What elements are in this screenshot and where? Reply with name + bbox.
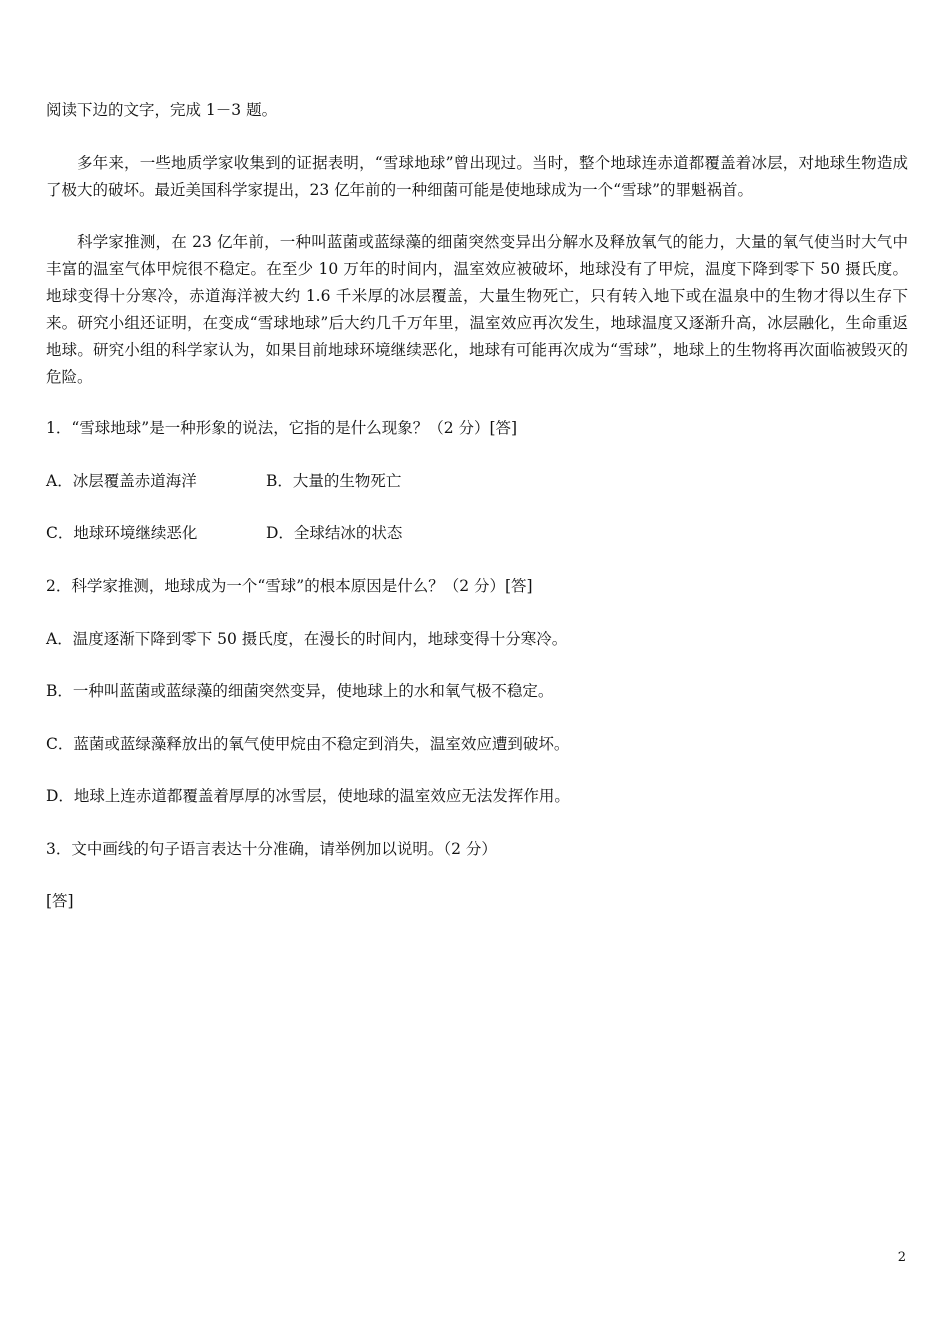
passage-paragraph-1: 多年来，一些地质学家收集到的证据表明，“雪球地球”曾出现过。当时，整个地球连赤道都覆盖着冰层，对地球生物造成了极大的破坏。最近美国科学家提出，23 亿年前的一种细菌可能是使地球成为一个“雪球”的罪魁祸首。	[46, 154, 908, 199]
question-3-answer-label: [答]	[46, 892, 74, 910]
question-2-stem: 2．科学家推测，地球成为一个“雪球”的根本原因是什么？（2 分）[答]	[46, 577, 533, 595]
page-number: 2	[897, 1250, 906, 1265]
question-1-option-d: D．全球结冰的状态	[266, 524, 403, 542]
question-1-option-a: A．冰层覆盖赤道海洋	[46, 472, 197, 490]
question-1-option-c: C．地球环境继续恶化	[46, 524, 198, 542]
question-2-option-c: C．蓝菌或蓝绿藻释放出的氧气使甲烷由不稳定到消失，温室效应遭到破坏。	[46, 735, 570, 753]
question-3-stem: 3．文中画线的句子语言表达十分准确，请举例加以说明。（2 分）	[46, 840, 497, 858]
reading-instruction: 阅读下边的文字，完成 1－3 题。	[46, 101, 278, 119]
question-2-option-d: D．地球上连赤道都覆盖着厚厚的冰雪层，使地球的温室效应无法发挥作用。	[46, 787, 570, 805]
question-2-option-b: B．一种叫蓝菌或蓝绿藻的细菌突然变异，使地球上的水和氧气极不稳定。	[46, 682, 554, 700]
question-2-option-a: A．温度逐渐下降到零下 50 摄氏度，在漫长的时间内，地球变得十分寒冷。	[46, 630, 568, 648]
question-1-option-b: B．大量的生物死亡	[266, 472, 402, 490]
passage-paragraph-2: 科学家推测，在 23 亿年前，一种叫蓝菌或蓝绿藻的细菌突然变异出分解水及释放氧气的能力，大量的氧气使当时大气中丰富的温室气体甲烷很不稳定。在至少 10 万年的时间内，温室效应被破坏，地球没有了甲烷，温度下降到零下 50 摄氏度。地球变得十分寒冷，赤道海洋被大约 1.6 千米厚的冰层覆盖，大量生物死亡，只有转入地下或在温泉中的生物才得以生存下来。研究小组还证明，在变成“雪球地球”后大约几千万年里，温室效应再次发生，地球温度又逐渐升高，冰层融化，生命重返地球。研究小组的科学家认为，如果目前地球环境继续恶化，地球有可能再次成为“雪球”，地球上的生物将再次面临被毁灭的危险。	[46, 233, 908, 386]
question-1-stem: 1．“雪球地球”是一种形象的说法，它指的是什么现象？（2 分）[答]	[46, 419, 518, 437]
